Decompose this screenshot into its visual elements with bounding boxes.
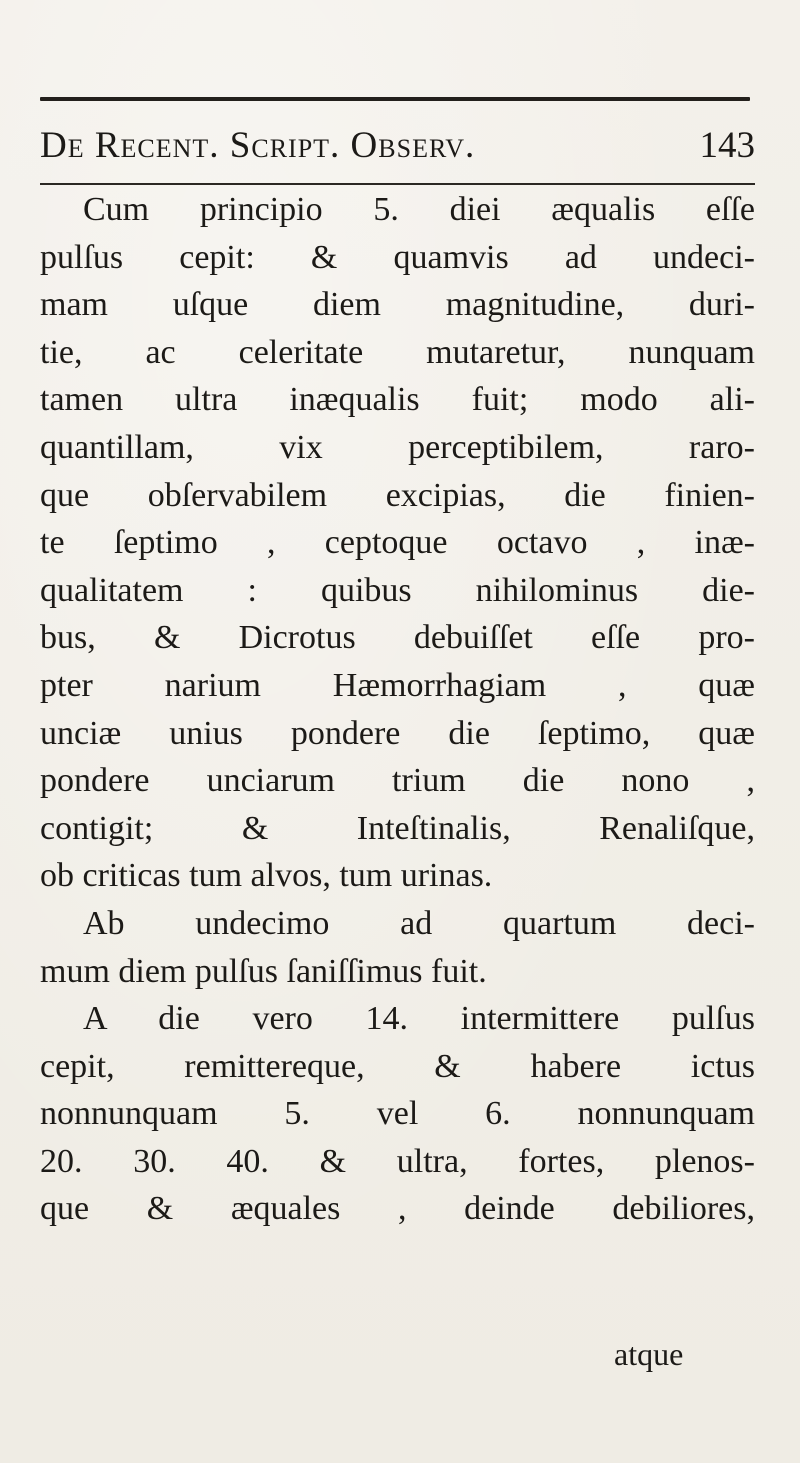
text-line: mum diem pulſus ſaniſſimus fuit. (40, 952, 487, 990)
text-line: Ab undecimo ad quartum deci- (83, 904, 755, 942)
text-line: tamen ultra inæqualis fuit; modo ali- (40, 381, 755, 419)
text-line: unciæ unius pondere die ſeptimo, quæ (40, 714, 755, 752)
running-head: De Recent. Script. Observ. (40, 125, 476, 166)
top-rule (40, 97, 750, 101)
header-rule (40, 183, 755, 185)
text-line: que & æquales , deinde debiliores, (40, 1190, 755, 1228)
text-line: mam uſque diem magnitudine, duri- (40, 286, 755, 324)
text-line: contigit; & Inteſtinalis, Renaliſque, (40, 809, 755, 847)
text-line: Cum principio 5. diei æqualis eſſe (83, 191, 755, 228)
text-line: cepit, remittereque, & habere ictus (40, 1047, 755, 1085)
text-line: 20. 30. 40. & ultra, fortes, plenos- (40, 1142, 755, 1180)
catchword: atque (614, 1336, 684, 1372)
text-line: pulſus cepit: & quamvis ad undeci- (40, 238, 755, 276)
text-line: pter narium Hæmorrhagiam , quæ (40, 666, 755, 704)
page-number: 143 (699, 125, 755, 166)
page-header (40, 118, 755, 174)
text-line: pondere unciarum trium die nono , (40, 762, 755, 800)
text-line: ob criticas tum alvos, tum urinas. (40, 857, 493, 895)
text-line: que obſervabilem excipias, die finien- (40, 476, 755, 514)
text-line: qualitatem : quibus nihilominus die- (40, 571, 755, 609)
text-line: A die vero 14. intermittere pulſus (83, 1000, 755, 1038)
text-line: bus, & Dicrotus debuiſſet eſſe pro- (40, 619, 755, 657)
body-text (40, 186, 755, 1233)
text-line: nonnunquam 5. vel 6. nonnunquam (40, 1095, 755, 1133)
text-line: tie, ac celeritate mutaretur, nunquam (40, 333, 755, 371)
text-line: quantillam, vix perceptibilem, raro- (40, 428, 755, 466)
text-line: te ſeptimo , ceptoque octavo , inæ- (40, 524, 755, 562)
